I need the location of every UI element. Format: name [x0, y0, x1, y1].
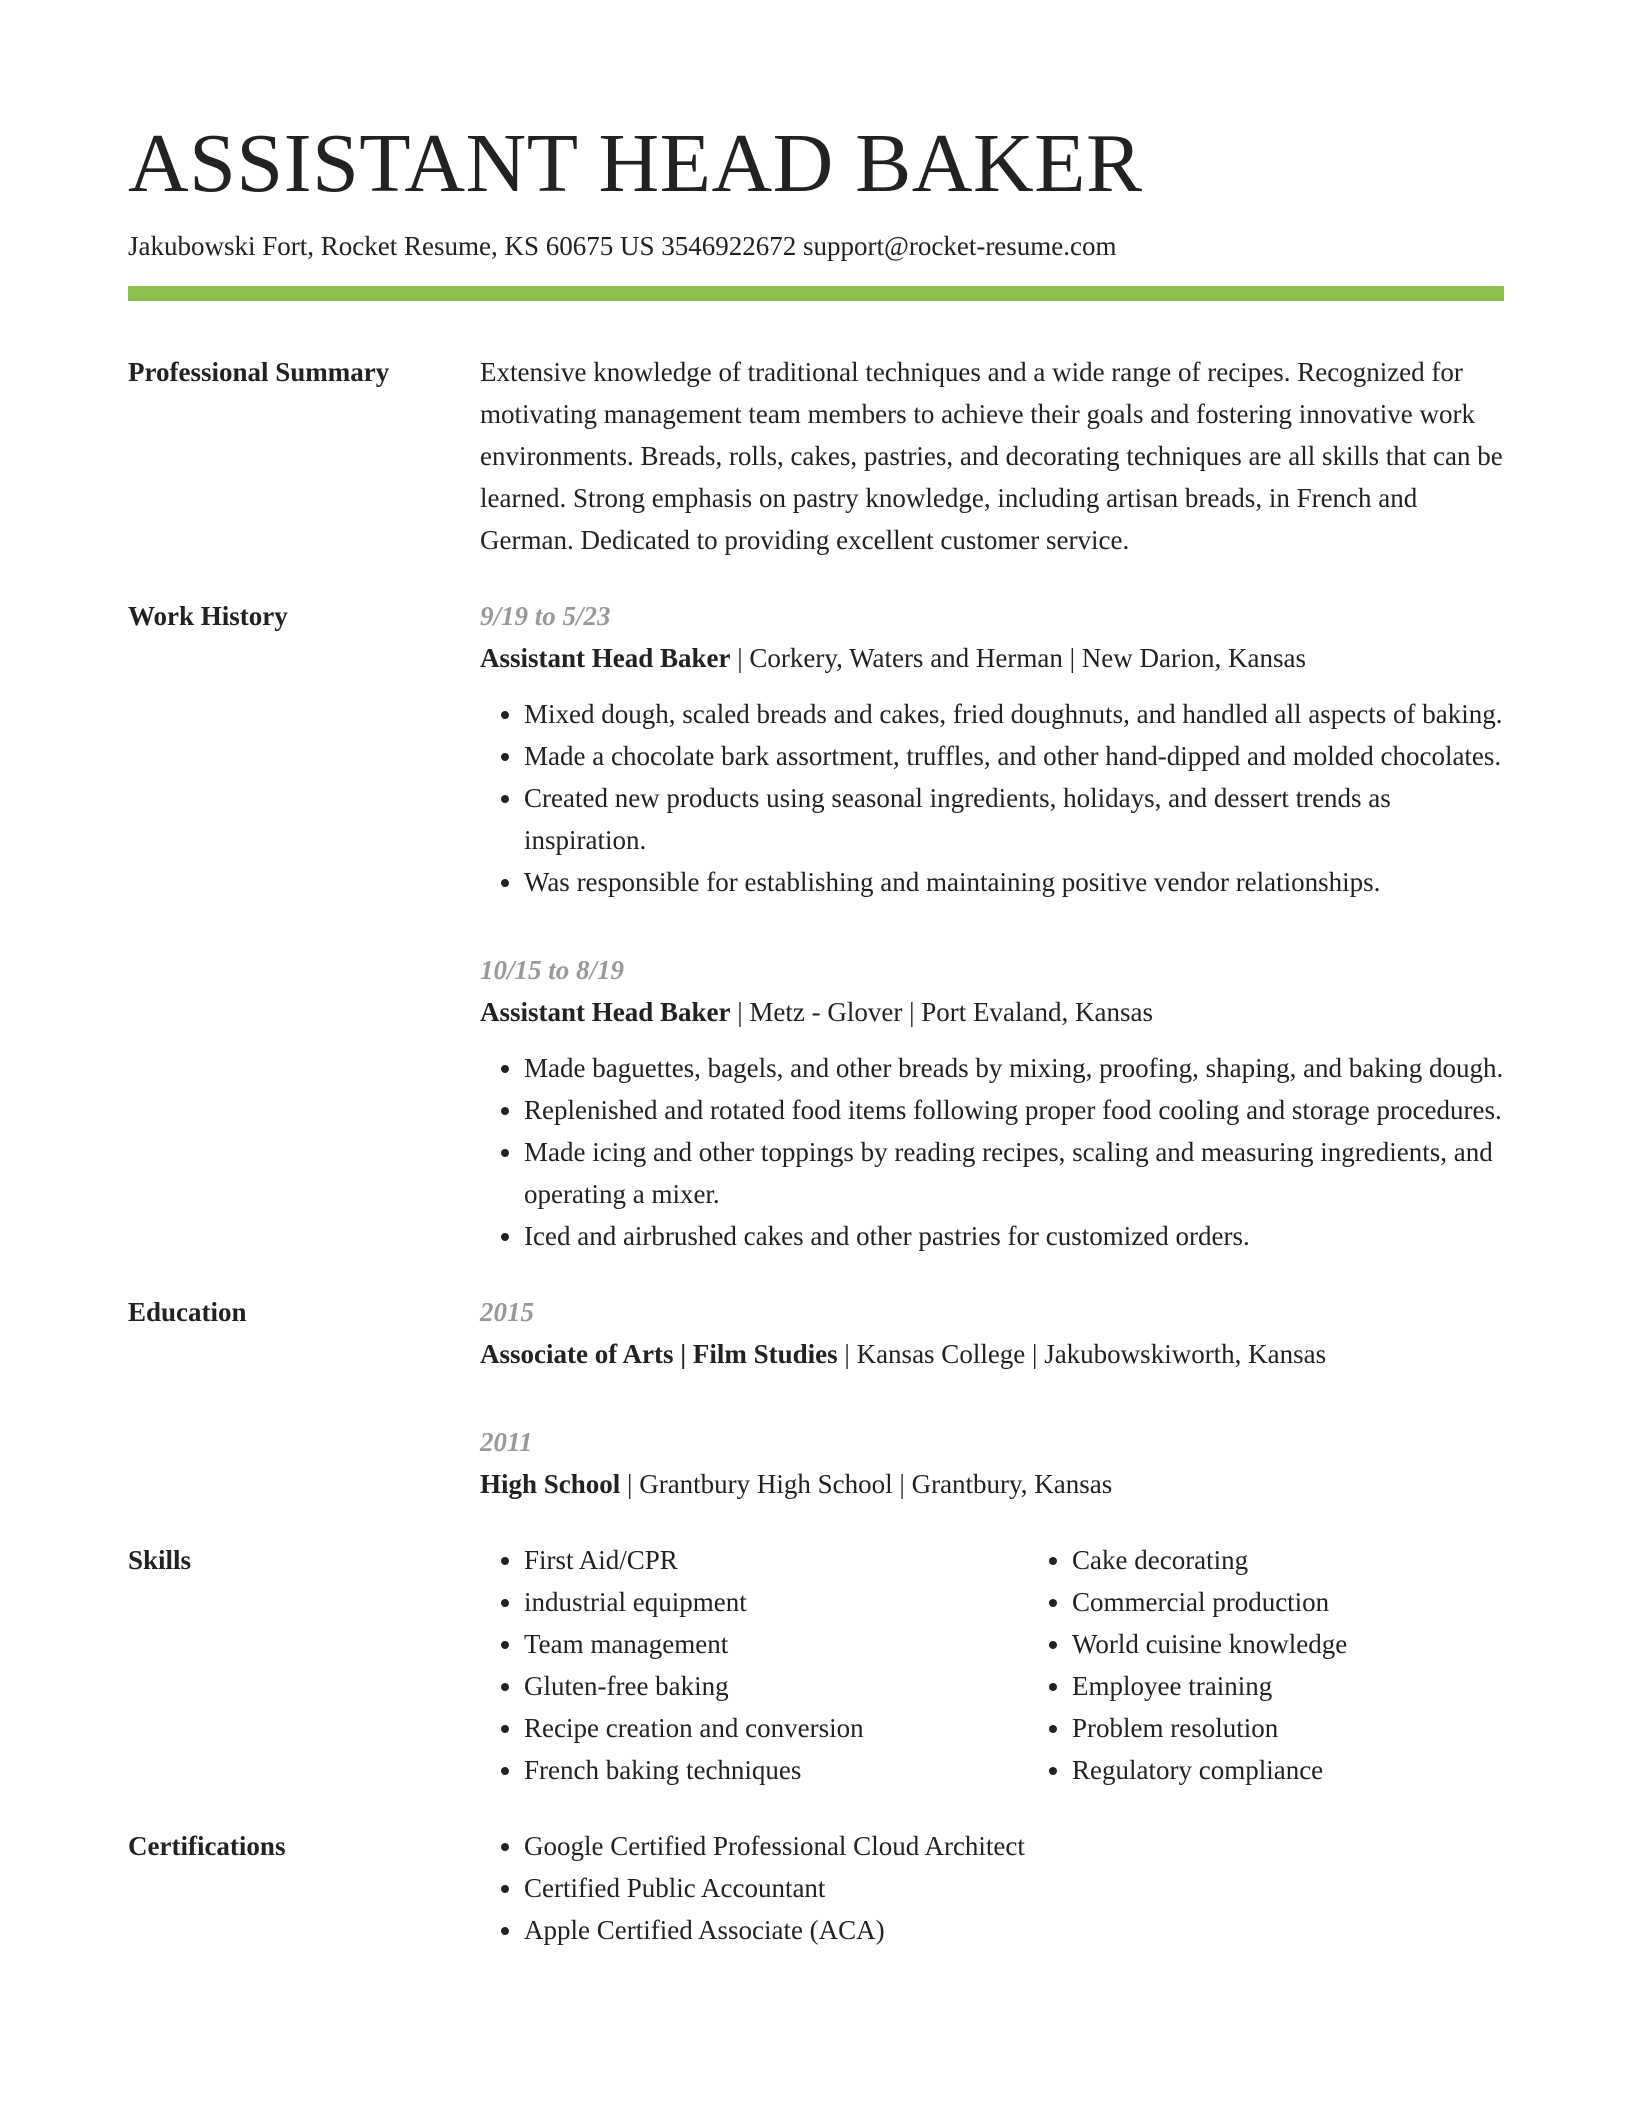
job-details: | Metz - Glover | Port Evaland, Kansas: [730, 997, 1153, 1028]
job-title: Assistant Head Baker: [480, 643, 731, 674]
job-details: | Corkery, Waters and Herman | New Darion, Kansas: [730, 643, 1306, 674]
list-item: • Mixed dough, scaled breads and cakes, fried doughnuts, and handled all aspects of baking.: [524, 693, 1504, 735]
list-item: • Recipe creation and conversion: [524, 1707, 1028, 1749]
contact-phone: 3546922672: [661, 231, 797, 262]
list-item: • Employee training: [1072, 1665, 1347, 1707]
list-item: • World cuisine knowledge: [1072, 1623, 1347, 1665]
job-role-line: [480, 991, 1504, 1033]
header-divider: [128, 286, 1504, 301]
list-item: • Problem resolution: [1072, 1707, 1347, 1749]
certifications-list: [480, 1825, 1504, 1951]
job-entry: [480, 949, 1504, 1257]
section-certifications: [128, 1825, 1504, 1951]
resume-name: ASSISTANT HEAD BAKER: [128, 117, 1143, 210]
education-year: 2015: [480, 1297, 534, 1328]
education-details: | Grantbury High School | Grantbury, Kansas: [620, 1469, 1113, 1500]
list-item: • Made baguettes, bagels, and other breads by mixing, proofing, shaping, and baking dough.: [524, 1047, 1504, 1089]
job-entry: [480, 595, 1504, 903]
list-item: • Commercial production: [1072, 1581, 1347, 1623]
list-item: • Made icing and other toppings by reading recipes, scaling and measuring ingredients, and operating a mixer.: [524, 1131, 1504, 1215]
education-line: [480, 1333, 1504, 1375]
list-item: • Apple Certified Associate (ACA): [524, 1909, 1504, 1951]
job-bullets: [480, 1047, 1504, 1257]
list-item: • Certified Public Accountant: [524, 1867, 1504, 1909]
education-details: | Kansas College | Jakubowskiworth, Kansas: [837, 1339, 1327, 1370]
skills-list-right: [1028, 1539, 1347, 1791]
list-item: • Google Certified Professional Cloud Architect: [524, 1825, 1504, 1867]
job-bullets: [480, 693, 1504, 903]
list-item: • Iced and airbrushed cakes and other pastries for customized orders.: [524, 1215, 1504, 1257]
contact-email: support@rocket-resume.com: [803, 231, 1117, 262]
job-role-line: [480, 637, 1504, 679]
list-item: • Gluten-free baking: [524, 1665, 1028, 1707]
skills-list-left: [480, 1539, 1028, 1791]
list-item: • First Aid/CPR: [524, 1539, 1028, 1581]
education-year: 2011: [480, 1427, 533, 1458]
list-item: • Was responsible for establishing and maintaining positive vendor relationships.: [524, 861, 1504, 903]
contact-line: [128, 226, 1504, 266]
education-entry: [480, 1291, 1504, 1375]
education-degree: High School: [480, 1469, 621, 1500]
list-item: • Replenished and rotated food items following proper food cooling and storage procedures.: [524, 1089, 1504, 1131]
resume-page: [128, 118, 1504, 1951]
list-item: • Made a chocolate bark assortment, truffles, and other hand-dipped and molded chocolates.: [524, 735, 1504, 777]
section-label-certifications: Certifications: [128, 1831, 286, 1862]
list-item: • Cake decorating: [1072, 1539, 1347, 1581]
list-item: • Created new products using seasonal ingredients, holidays, and dessert trends as inspiration.: [524, 777, 1504, 861]
section-label-work-history: Work History: [128, 601, 288, 632]
job-dates: 9/19 to 5/23: [480, 601, 611, 632]
section-label-education: Education: [128, 1297, 247, 1328]
summary-text: Extensive knowledge of traditional techniques and a wide range of recipes. Recognized for motivating management team members to achieve their goals and fostering innovative work environments. Breads, rolls, cakes, pastries, and decorating techniques are all skills that can be learned. Strong emphasis on pastry knowledge, including artisan breads, in French and German. Dedicated to providing excellent customer service.: [480, 357, 1503, 556]
job-dates: 10/15 to 8/19: [480, 955, 625, 986]
section-skills: [128, 1539, 1504, 1791]
list-item: • Regulatory compliance: [1072, 1749, 1347, 1791]
section-label-summary: Professional Summary: [128, 357, 390, 388]
section-summary: [128, 351, 1504, 561]
education-degree: Associate of Arts | Film Studies: [480, 1339, 838, 1370]
section-label-skills: Skills: [128, 1545, 192, 1576]
list-item: • French baking techniques: [524, 1749, 1028, 1791]
job-title: Assistant Head Baker: [480, 997, 731, 1028]
section-education: [128, 1291, 1504, 1505]
section-work-history: [128, 595, 1504, 1257]
list-item: • industrial equipment: [524, 1581, 1028, 1623]
education-entry: [480, 1421, 1504, 1505]
list-item: • Team management: [524, 1623, 1028, 1665]
education-line: [480, 1463, 1504, 1505]
contact-address: Jakubowski Fort, Rocket Resume, KS 60675 US: [128, 231, 655, 262]
